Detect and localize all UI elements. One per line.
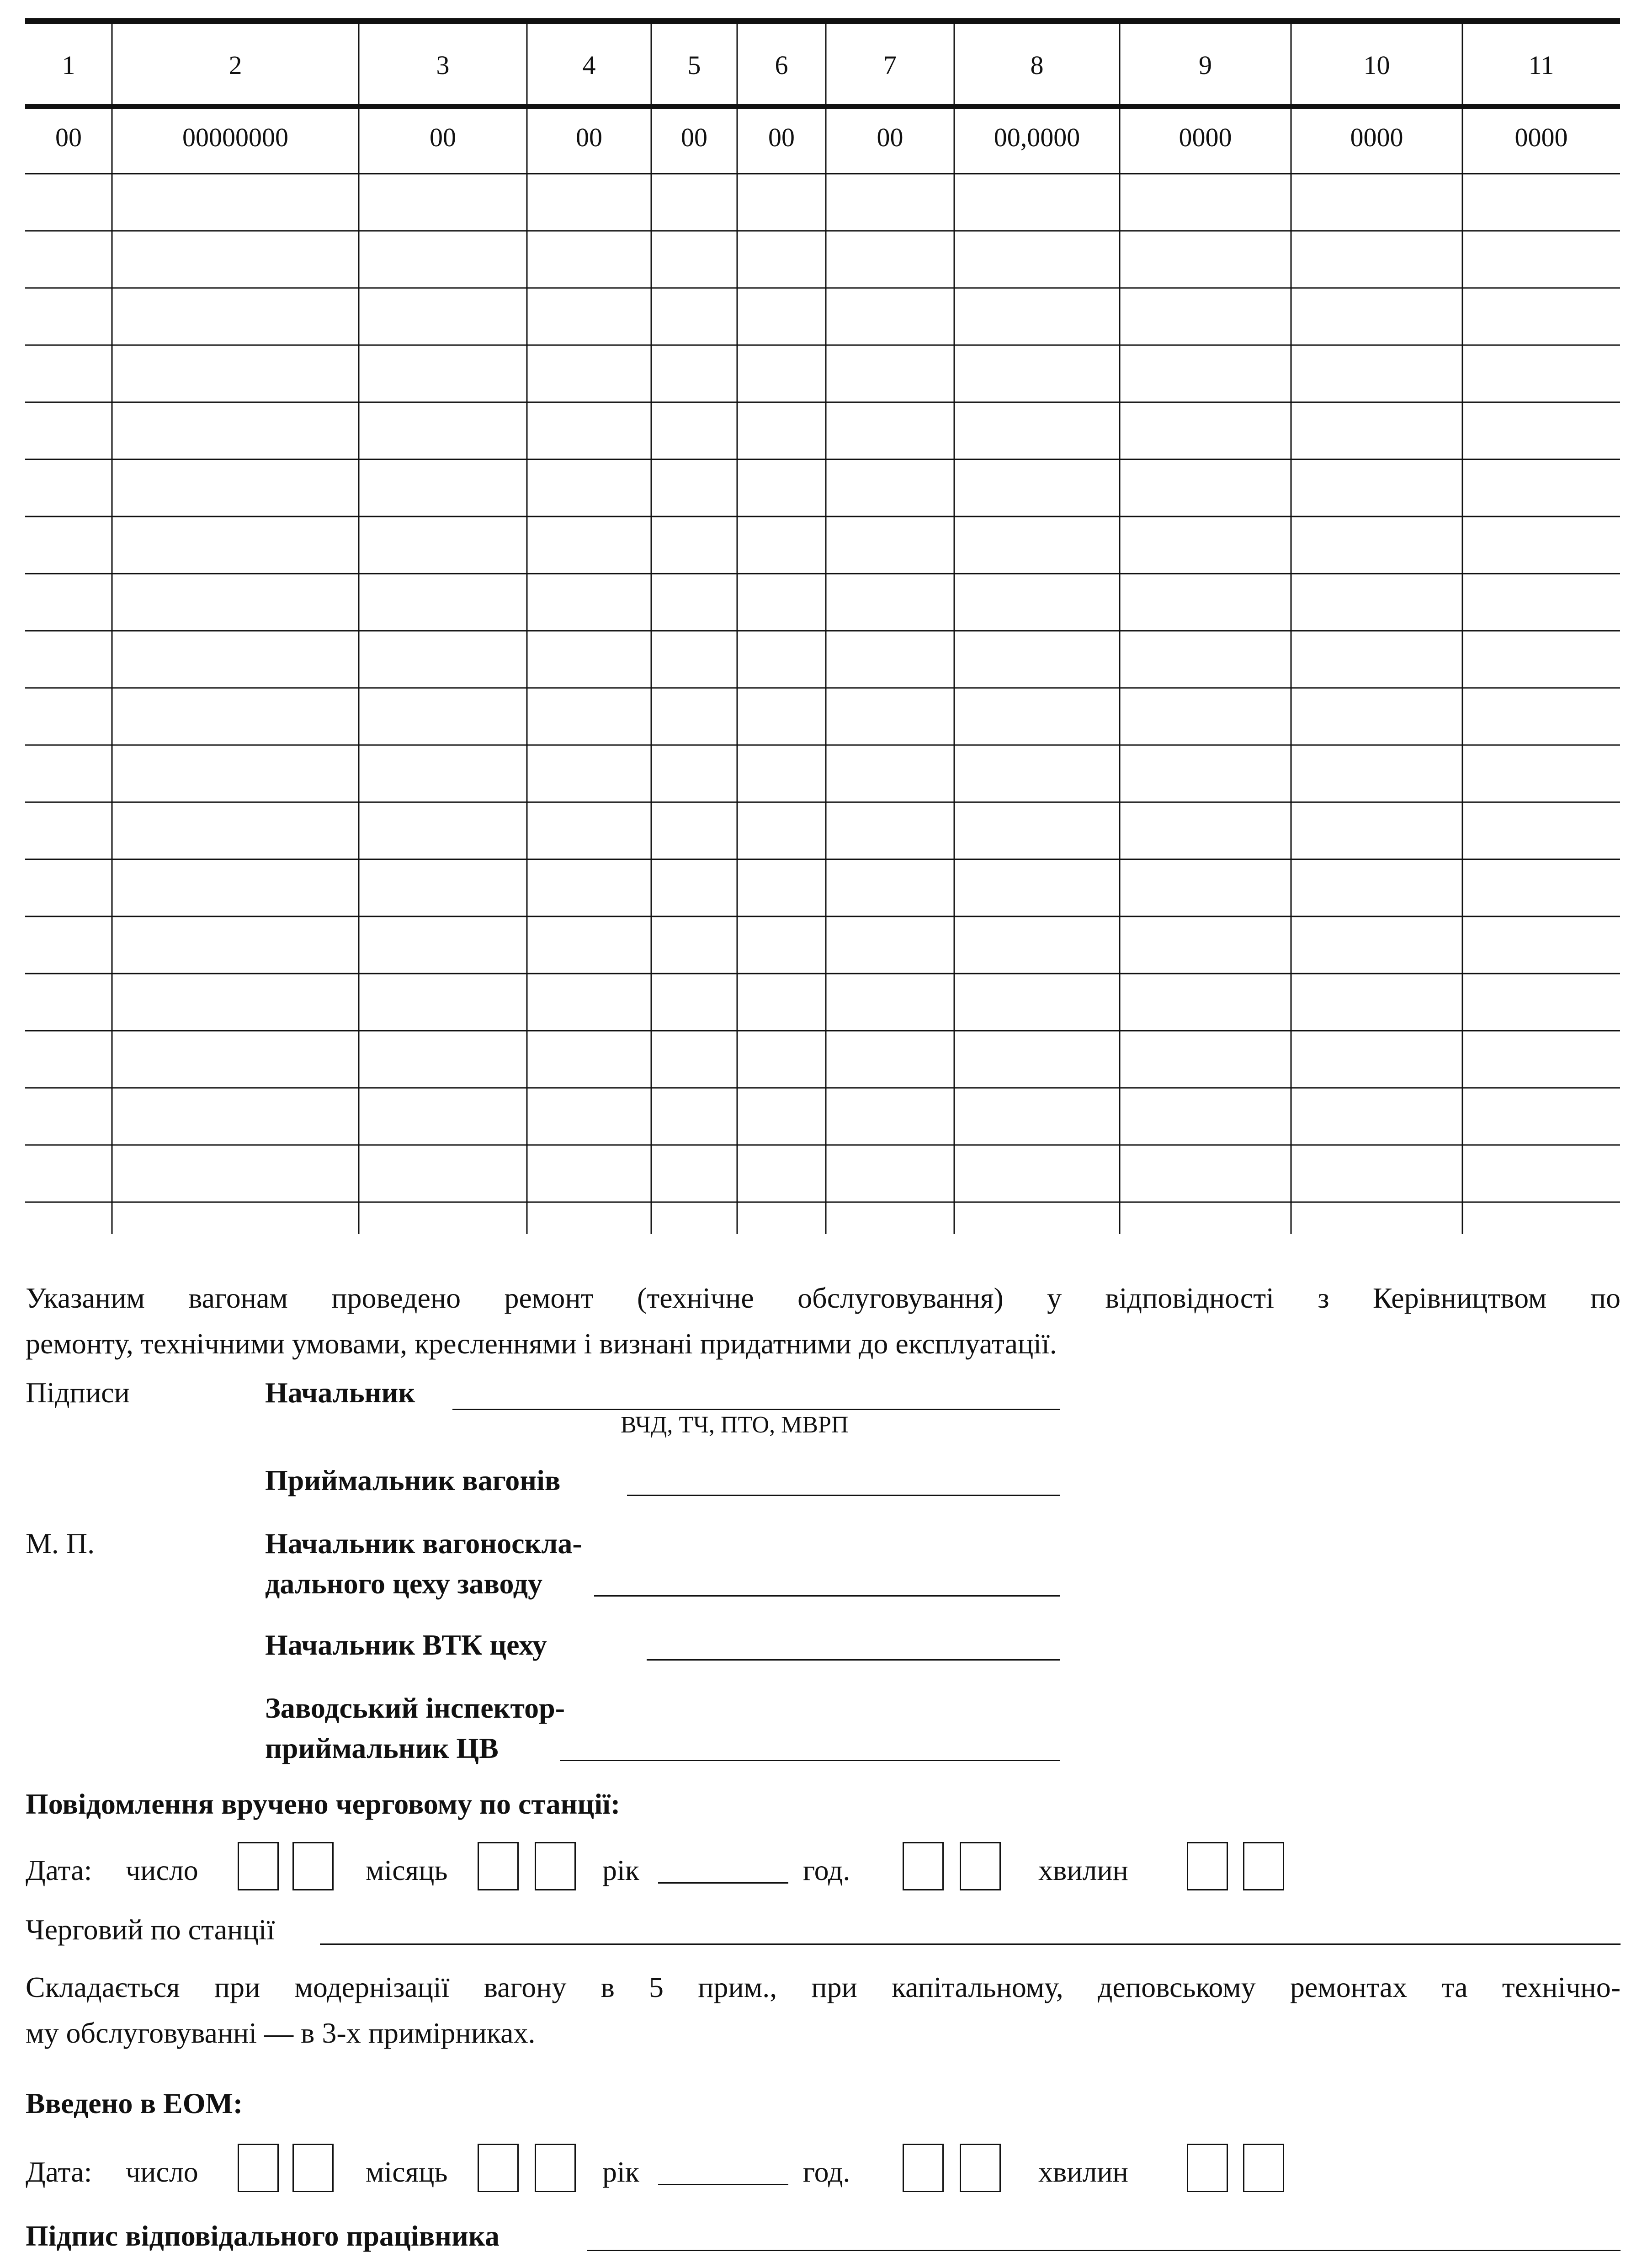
- statement-line-2: ремонту, технічними умовами, кресленнями і визнані придатними до експлуатації.: [26, 1327, 1057, 1360]
- column-header: 8: [1030, 50, 1044, 80]
- computer-minutes-label: хвилин: [1038, 2156, 1128, 2188]
- computer-month-digit-1[interactable]: [478, 2144, 519, 2192]
- notice-day-label: число: [126, 1854, 198, 1886]
- computer-day-digit-1[interactable]: [238, 2144, 279, 2192]
- format-cell: 00,0000: [994, 122, 1080, 152]
- notice-minutes-digit-1[interactable]: [1187, 1842, 1228, 1890]
- computer-hour-digit-2[interactable]: [960, 2144, 1001, 2192]
- column-header: 3: [436, 50, 450, 80]
- format-cell: 00: [430, 122, 456, 152]
- computer-minutes-digit-1[interactable]: [1187, 2144, 1228, 2192]
- depot-chief-label-2: дального цеху заводу: [265, 1567, 542, 1600]
- repair-table: [25, 18, 1620, 1234]
- responsible-signature-line[interactable]: [587, 2250, 1621, 2251]
- notice-minutes-digit-2[interactable]: [1243, 1842, 1284, 1890]
- column-header: 10: [1363, 50, 1390, 80]
- format-cell: 0000: [1179, 122, 1232, 152]
- column-header: 2: [228, 50, 242, 80]
- notice-month-label: місяць: [366, 1854, 448, 1886]
- signatures-label: Підписи: [26, 1376, 130, 1409]
- computer-year-line[interactable]: [658, 2184, 788, 2185]
- column-header: 9: [1199, 50, 1212, 80]
- depot-chief-signature-line[interactable]: [594, 1595, 1060, 1597]
- statement-line-1: Указаним вагонам проведено ремонт (технічне обслуговування) у відповідності з Керівництвом по: [26, 1282, 1621, 1314]
- format-cell: 00000000: [182, 122, 288, 152]
- column-header: 6: [775, 50, 788, 80]
- receiver-label: Приймальник вагонів: [265, 1464, 561, 1496]
- computer-year-label: рік: [602, 2156, 639, 2188]
- computer-hour-digit-1[interactable]: [903, 2144, 944, 2192]
- copies-line-1: Складається при модернізації вагону в 5 прим., при капітальному, деповському ремонтах та технічно-: [26, 1971, 1621, 2003]
- computer-day-label: число: [126, 2156, 198, 2188]
- station-officer-label: Черговий по станції: [26, 1913, 275, 1946]
- chief-hint: ВЧД, ТЧ, ПТО, МВРП: [621, 1412, 849, 1438]
- stamp-label: М. П.: [26, 1527, 95, 1560]
- notice-month-digit-1[interactable]: [478, 1842, 519, 1890]
- notice-month-digit-2[interactable]: [535, 1842, 576, 1890]
- computer-month-digit-2[interactable]: [535, 2144, 576, 2192]
- column-header: 4: [582, 50, 596, 80]
- inspector-label-2: приймальник ЦВ: [265, 1732, 499, 1764]
- notice-minutes-label: хвилин: [1038, 1854, 1128, 1886]
- computer-month-label: місяць: [366, 2156, 448, 2188]
- notice-title: Повідомлення вручено черговому по станції:: [26, 1788, 621, 1820]
- computer-minutes-digit-2[interactable]: [1243, 2144, 1284, 2192]
- qc-chief-signature-line[interactable]: [647, 1659, 1060, 1661]
- copies-line-2: му обслуговуванні — в 3-х примірниках.: [26, 2017, 536, 2049]
- receiver-signature-line[interactable]: [627, 1495, 1060, 1496]
- inspector-signature-line[interactable]: [560, 1760, 1060, 1761]
- notice-year-line[interactable]: [658, 1882, 788, 1884]
- qc-chief-label: Начальник ВТК цеху: [265, 1629, 547, 1661]
- computer-date-label: Дата:: [26, 2156, 92, 2188]
- chief-signature-line[interactable]: [452, 1409, 1060, 1410]
- computer-title: Введено в ЕОМ:: [26, 2087, 243, 2119]
- column-header: 7: [883, 50, 897, 80]
- depot-chief-label-1: Начальник вагоноскла-: [265, 1527, 582, 1560]
- notice-day-digit-2[interactable]: [292, 1842, 334, 1890]
- responsible-signature-label: Підпис відповідального працівника: [26, 2220, 500, 2252]
- repair-statement: [26, 1275, 1621, 1367]
- notice-year-label: рік: [602, 1854, 639, 1886]
- format-cell: 00: [768, 122, 795, 152]
- format-cell: 0000: [1514, 122, 1568, 152]
- station-officer-signature-line[interactable]: [320, 1943, 1621, 1945]
- column-header: 11: [1528, 50, 1554, 80]
- notice-hour-digit-2[interactable]: [960, 1842, 1001, 1890]
- computer-day-digit-2[interactable]: [292, 2144, 334, 2192]
- computer-hour-label: год.: [803, 2156, 850, 2188]
- inspector-label-1: Заводський інспектор-: [265, 1692, 565, 1724]
- column-header: 1: [62, 50, 75, 80]
- format-cell: 00: [55, 122, 82, 152]
- notice-date-label: Дата:: [26, 1854, 92, 1886]
- format-cell: 00: [681, 122, 707, 152]
- notice-hour-digit-1[interactable]: [903, 1842, 944, 1890]
- chief-label: Начальник: [265, 1376, 415, 1409]
- copies-note: [26, 1965, 1621, 2056]
- format-cell: 00: [576, 122, 602, 152]
- column-header: 5: [687, 50, 701, 80]
- notice-hour-label: год.: [803, 1854, 850, 1886]
- format-cell: 00: [877, 122, 903, 152]
- notice-day-digit-1[interactable]: [238, 1842, 279, 1890]
- format-cell: 0000: [1350, 122, 1403, 152]
